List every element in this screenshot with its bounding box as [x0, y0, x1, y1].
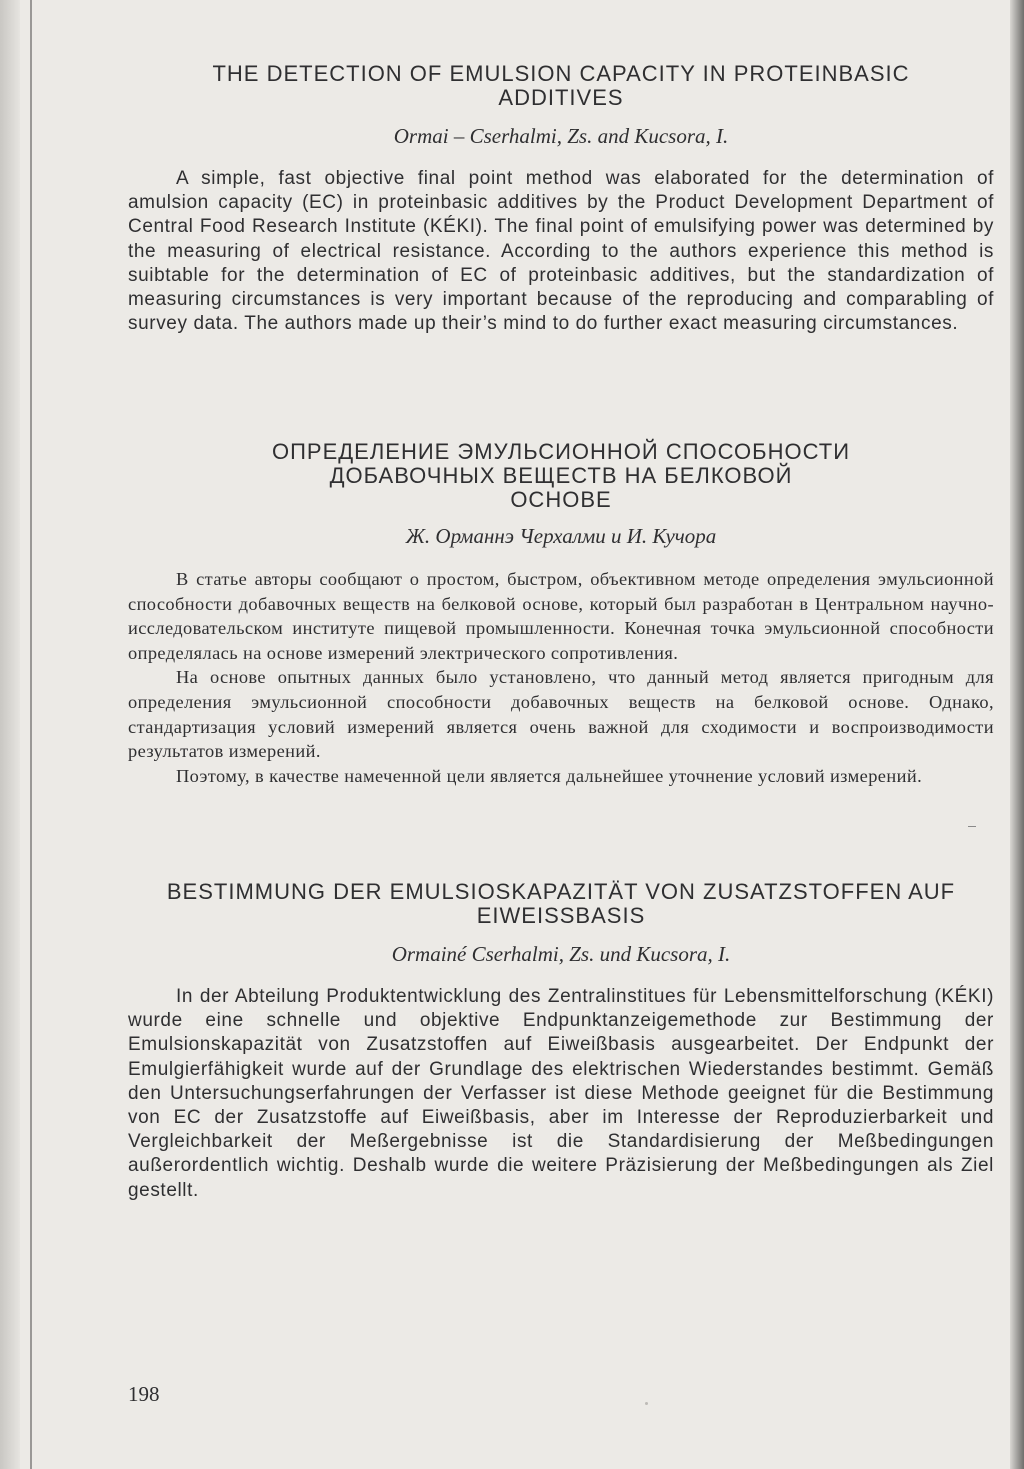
abstract-paragraph: In der Abteilung Produktentwicklung des Zentralinstitues für Lebensmittelforschung (KÉKI) wurde eine schnelle und objektive Endpunktanzeigemethode zur Bestimmung der Emulsionskapazität von Zusatzstoffen auf Eiweißbasis ausgearbeitet. Der Endpunkt der Emulgierfähigkeit wurde auf der Grundlage des elektrischen Wiederstandes bestimmt. Gemäß den Untersuchungserfahrungen der Verfasser ist diese Methode geeignet für die Bestimmung von EC der Zusatzstoffe auf Eiweißbasis, aber im Interesse der Reproduzierbarkeit und Vergleichbarkeit der Meßergebnisse ist die Standardisierung der Meßbedingungen außerordentlich wichtig. Deshalb wurde die weitere Präzisierung der Meßbedingungen als Ziel gestellt. — [128, 986, 994, 1201]
section-authors: Ж. Орманнэ Черхалми и И. Кучора — [405, 524, 717, 548]
abstract-english — [128, 62, 994, 336]
page-left-edge — [0, 0, 20, 1469]
heading-line: ОПРЕДЕЛЕНИЕ ЭМУЛЬСИОННОЙ СПОСОБНОСТИ — [271, 439, 851, 464]
heading-line: ОСНОВЕ — [510, 487, 612, 512]
section-heading — [128, 440, 994, 512]
abstract-paragraph: Поэтому, в качестве намеченной цели является дальнейшее уточнение условий измерений. — [176, 765, 923, 786]
heading-line: EIWEISSBASIS — [476, 903, 646, 928]
binding-line — [30, 0, 32, 1469]
abstract-russian — [128, 440, 994, 788]
section-authors: Ormainé Cserhalmi, Zs. und Kucsora, I. — [391, 942, 731, 966]
print-mark — [968, 826, 976, 827]
abstract-german — [128, 880, 994, 1203]
section-authors: Ormai – Cserhalmi, Zs. and Kucsora, I. — [393, 124, 729, 148]
abstract-paragraph: На основе опытных данных было установлено, что данный метод является пригодным для определения эмульсионной способности добавочных веществ на белковой основе. Однако, стандартизация условий измерений является очень важной для сходимости и воспроизводимости результатов измерений. — [128, 667, 994, 762]
heading-line: ADDITIVES — [498, 85, 624, 110]
heading-line: BESTIMMUNG DER EMULSIOSKAPAZITÄT VON ZUSATZSTOFFEN AUF — [166, 879, 956, 904]
abstract-paragraph: A simple, fast objective final point method was elaborated for the determination of amulsion capacity (EC) in proteinbasic additives by the Product Development Department of Central Food Research Institute (KÉKI). The final point of emulsifying power was determined by the measuring of electrical resistance. According to the authors experience this method is suibtable for the determination of EC of proteinbasic additives, but the standardization of measuring circumstances is very important because of the reproducing and comparabling of survey data. The authors made up their’s mind to do further exact measuring circumstances. — [128, 168, 994, 335]
page-number: 198 — [128, 1382, 160, 1406]
heading-line: ДОБАВОЧНЫХ ВЕЩЕСТВ НА БЕЛКОВОЙ — [329, 463, 793, 488]
print-speck — [645, 1402, 648, 1405]
abstract-paragraph: В статье авторы сообщают о простом, быстром, объективном методе определения эмульсионной способности добавочных веществ на белковой основе, который был разработан в Центральном научно-исследовательском институте пищевой промышленности. Конечная точка эмульсионной способности определялась на основе измерений электрического сопротивления. — [128, 569, 994, 663]
page-right-edge — [1010, 0, 1024, 1469]
section-heading — [128, 62, 994, 110]
heading-line: THE DETECTION OF EMULSION CAPACITY IN PROTEINBASIC — [212, 61, 910, 86]
section-heading — [128, 880, 994, 928]
